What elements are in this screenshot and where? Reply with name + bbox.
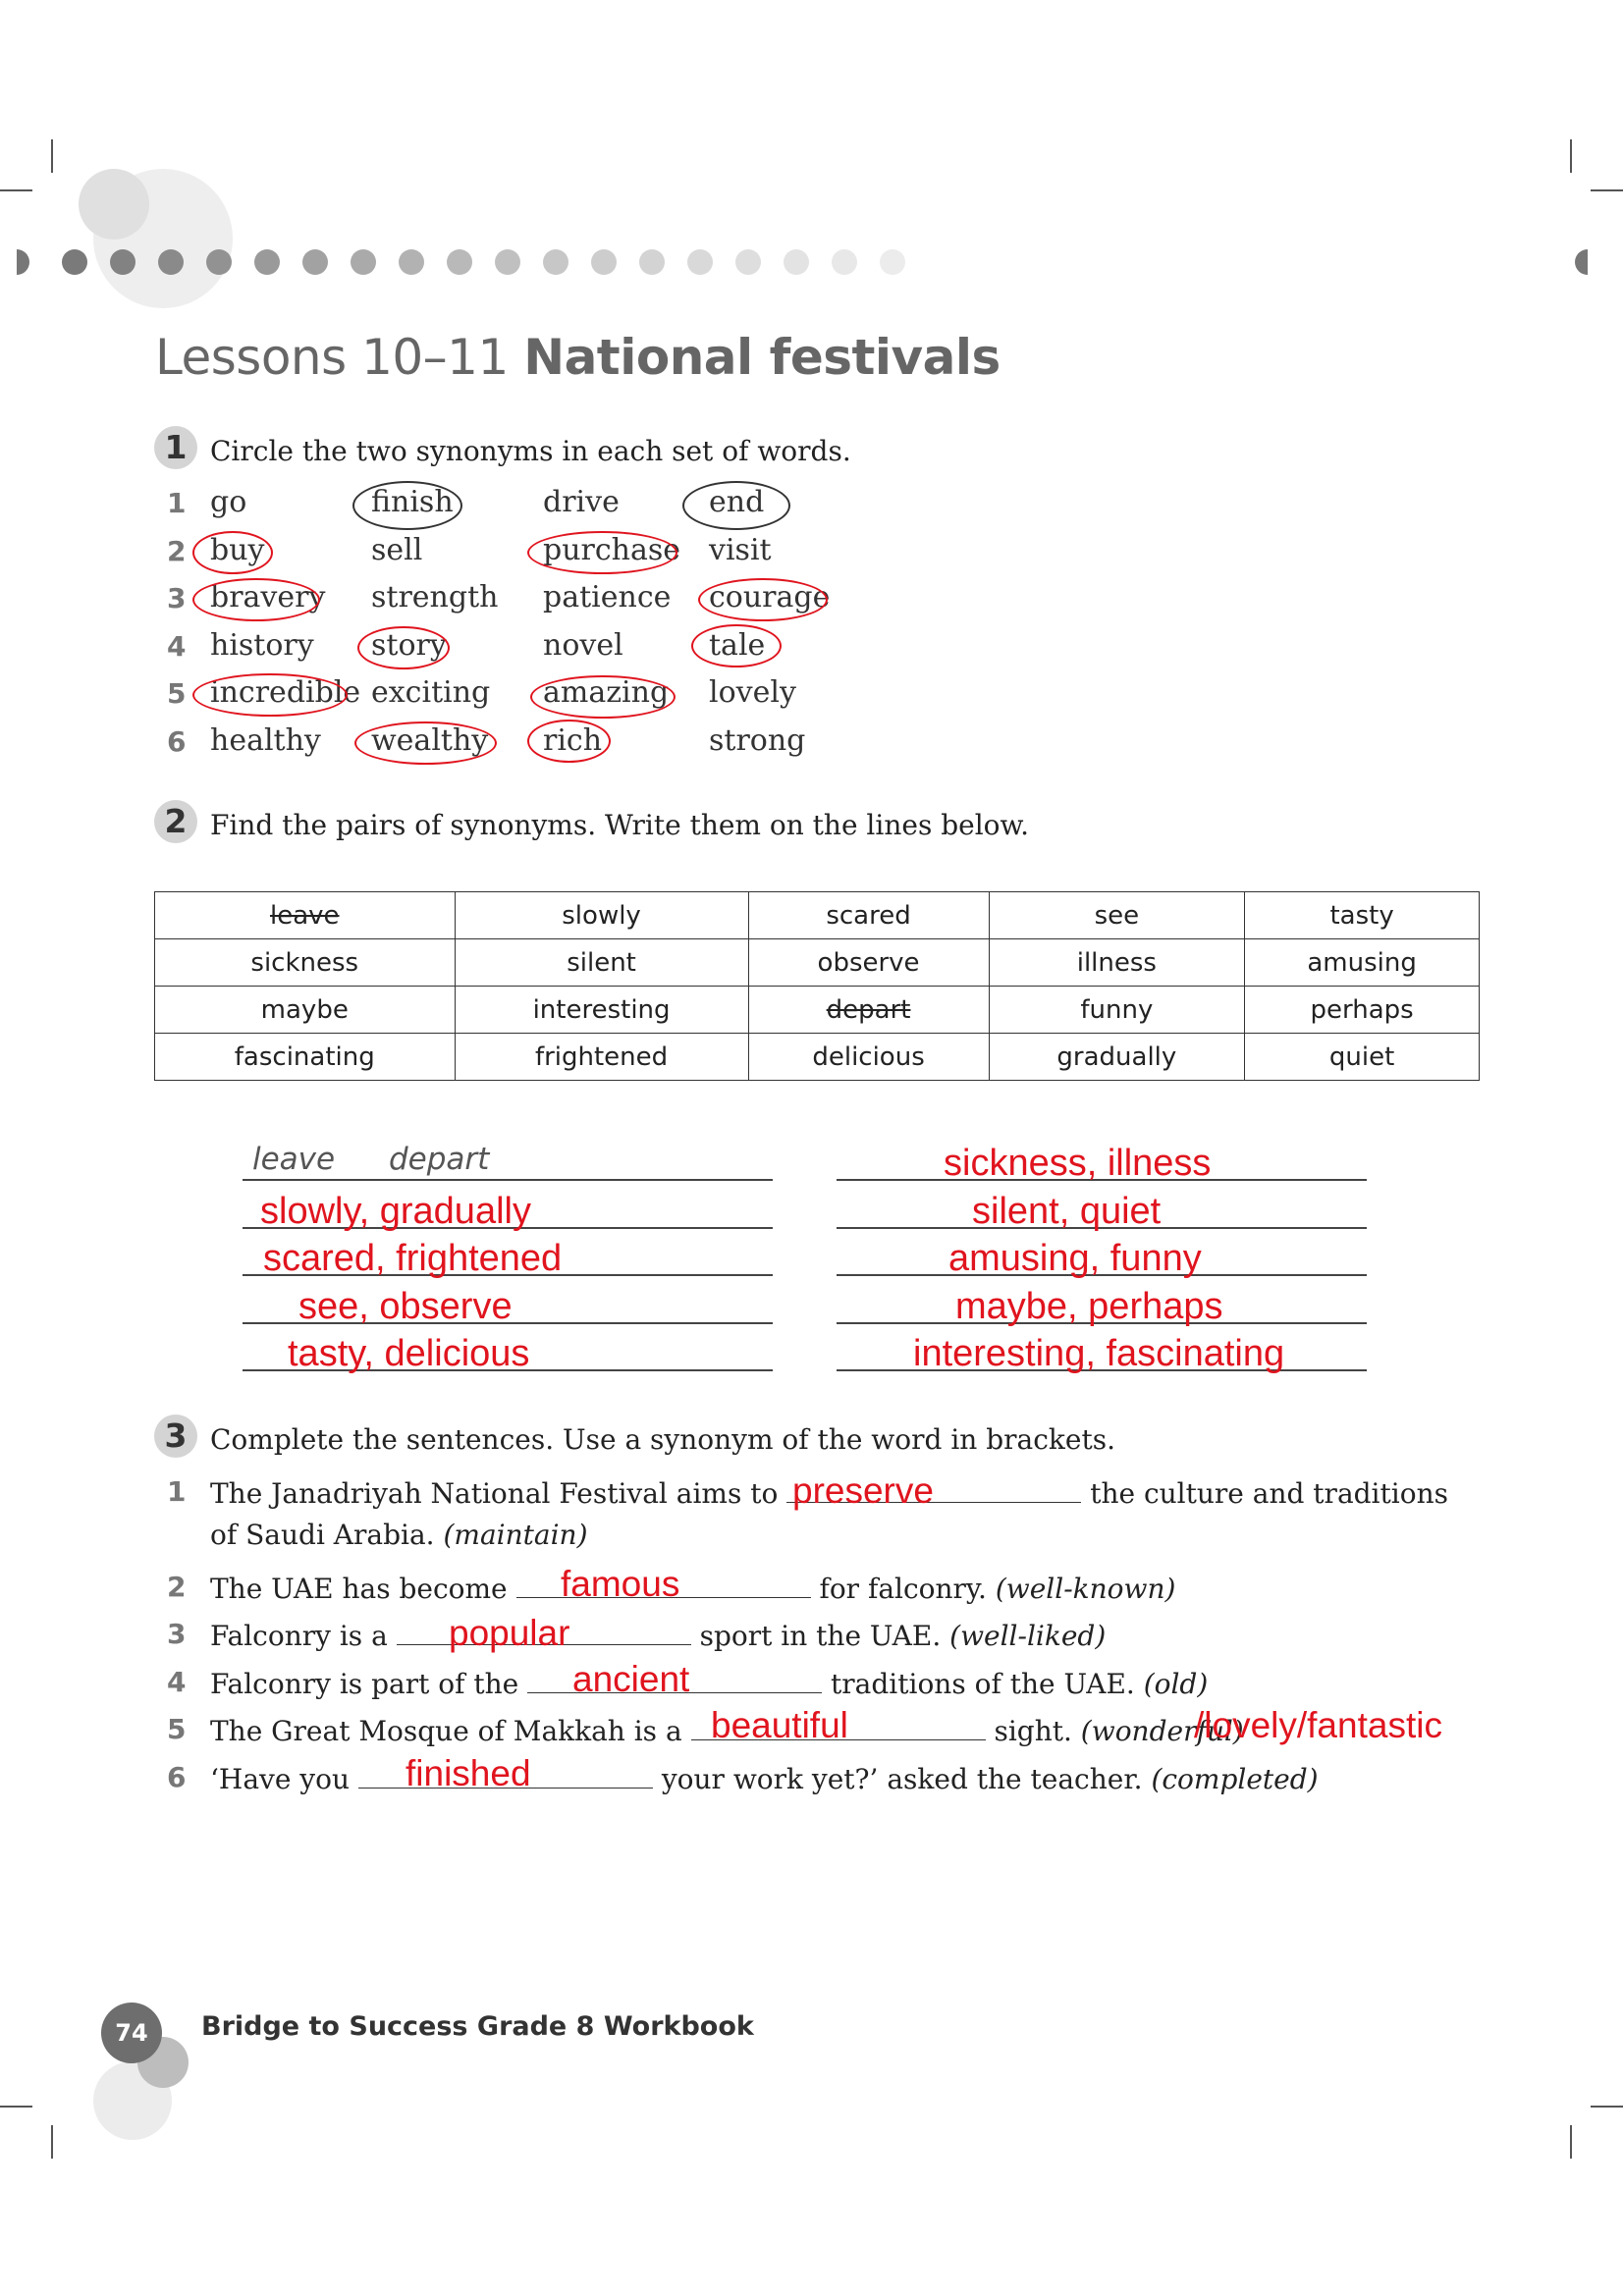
word: incredible [210, 675, 361, 710]
answer-circle [698, 578, 831, 621]
exercise-number: 3 [154, 1415, 197, 1458]
hint: (maintain) [443, 1519, 588, 1551]
filled-answer: preserve [792, 1470, 934, 1511]
answer-circle [691, 624, 782, 667]
sentence [210, 1570, 1175, 1605]
table-row [155, 987, 1480, 1034]
answer-circle [192, 578, 320, 621]
table-cell: amusing [1245, 939, 1480, 987]
sentence [210, 1617, 1106, 1652]
row-number: 2 [167, 1571, 187, 1603]
table-row [155, 1034, 1480, 1081]
hint: (well-liked) [949, 1620, 1107, 1652]
answer-text: see, observe [298, 1286, 513, 1327]
word: strength [371, 580, 499, 614]
table-cell: leave [155, 892, 456, 939]
filled-answer: popular [449, 1613, 570, 1653]
table-cell: see [989, 892, 1245, 939]
exercise-instruction: Circle the two synonyms in each set of words. [210, 435, 851, 467]
sentence-continuation [210, 1519, 588, 1551]
table-cell: slowly [455, 892, 748, 939]
sentence-after: sight. [994, 1715, 1072, 1747]
exercise-instruction: Complete the sentences. Use a synonym of the word in brackets. [210, 1423, 1115, 1456]
word: story [371, 628, 447, 663]
word: buy [210, 533, 265, 567]
alternative-answers: /lovely/fantastic [1194, 1705, 1442, 1745]
sentence-before: The UAE has become [210, 1573, 508, 1605]
word: amazing [543, 675, 670, 710]
answer-text: silent, quiet [972, 1191, 1162, 1232]
answer-text: maybe, perhaps [955, 1286, 1223, 1327]
hint: (wonderful) [1080, 1715, 1244, 1747]
answer-circle [192, 673, 348, 717]
lessons-label: Lessons 10–11 [155, 329, 509, 386]
word: strong [709, 723, 806, 758]
page-title [155, 329, 1001, 386]
table-row [155, 939, 1480, 987]
exercise-number: 2 [154, 800, 197, 843]
word: exciting [371, 675, 491, 710]
sentence-after: your work yet?’ asked the teacher. [661, 1763, 1143, 1795]
filled-answer: famous [561, 1564, 680, 1604]
row-number: 6 [167, 725, 187, 758]
word: history [210, 628, 314, 663]
synonym-table [154, 891, 1480, 1081]
answer-text: interesting, fascinating [913, 1333, 1285, 1374]
table-cell: silent [455, 939, 748, 987]
word: purchase [543, 533, 681, 567]
word: drive [543, 485, 620, 519]
sentence-before: The Janadriyah National Festival aims to [210, 1477, 779, 1510]
answer-text: tasty, delicious [288, 1333, 530, 1374]
word: end [709, 485, 765, 519]
sentence [210, 1760, 1319, 1795]
page-number: 74 [101, 2002, 162, 2063]
answer-circle [530, 675, 676, 719]
sentence-after: traditions of the UAE. [831, 1668, 1135, 1700]
word: go [210, 485, 247, 519]
row-number: 5 [167, 677, 187, 710]
decorative-dot-row [0, 0, 1623, 294]
exercise-number: 1 [154, 426, 197, 469]
answer-circle [527, 720, 611, 763]
row-number: 3 [167, 582, 187, 614]
sentence-before: Falconry is part of the [210, 1668, 519, 1700]
sentence-after: sport in the UAE. [699, 1620, 942, 1652]
sentence-after: for falconry. [819, 1573, 987, 1605]
row-number: 5 [167, 1713, 187, 1745]
table-cell: delicious [748, 1034, 989, 1081]
filled-answer: beautiful [711, 1705, 848, 1745]
example-word: depart [389, 1142, 490, 1177]
table-cell: tasty [1245, 892, 1480, 939]
row-number: 4 [167, 630, 187, 663]
word: finish [371, 485, 454, 519]
answer-text: slowly, gradually [260, 1191, 531, 1232]
word: novel [543, 628, 623, 663]
answer-text: sickness, illness [944, 1143, 1212, 1184]
book-title: Bridge to Success Grade 8 Workbook [201, 2011, 754, 2042]
answer-line [243, 1179, 773, 1181]
table-cell: frightened [455, 1034, 748, 1081]
answer-circle [527, 531, 677, 574]
word: sell [371, 533, 423, 567]
table-cell: observe [748, 939, 989, 987]
crop-mark [1570, 2125, 1572, 2159]
answer-circle [357, 626, 450, 669]
word: tale [709, 628, 766, 663]
answer-text: scared, frightened [263, 1238, 563, 1279]
answer-circle [354, 721, 497, 765]
table-row [155, 892, 1480, 939]
word: bravery [210, 580, 326, 614]
row-number: 3 [167, 1618, 187, 1650]
table-cell: funny [989, 987, 1245, 1034]
filled-answer: finished [406, 1753, 531, 1793]
filled-answer: ancient [572, 1659, 690, 1699]
sentence-before: Falconry is a [210, 1620, 388, 1652]
table-cell: depart [748, 987, 989, 1034]
word: visit [709, 533, 772, 567]
word: courage [709, 580, 831, 614]
word: healthy [210, 723, 321, 758]
sentence-line2: of Saudi Arabia. [210, 1519, 435, 1551]
table-cell: maybe [155, 987, 456, 1034]
crop-mark [0, 2106, 32, 2108]
sentence [210, 1665, 1208, 1700]
table-cell: quiet [1245, 1034, 1480, 1081]
word: lovely [709, 675, 796, 710]
table-cell: gradually [989, 1034, 1245, 1081]
hint: (well-known) [995, 1573, 1176, 1605]
table-cell: perhaps [1245, 987, 1480, 1034]
hint: (old) [1143, 1668, 1209, 1700]
table-cell: sickness [155, 939, 456, 987]
example-circle [352, 481, 462, 530]
row-number: 1 [167, 1475, 187, 1508]
topic-label: National festivals [523, 329, 1001, 386]
table-cell: interesting [455, 987, 748, 1034]
example-word: leave [252, 1142, 336, 1177]
crop-mark [51, 2125, 53, 2159]
row-number: 6 [167, 1761, 187, 1793]
example-circle [682, 481, 790, 530]
answer-circle [192, 531, 273, 574]
answer-text: amusing, funny [948, 1238, 1202, 1279]
sentence-after: the culture and traditions [1090, 1477, 1448, 1510]
exercise-instruction: Find the pairs of synonyms. Write them on the lines below. [210, 809, 1030, 841]
row-number: 2 [167, 535, 187, 567]
table-cell: illness [989, 939, 1245, 987]
sentence-before: ‘Have you [210, 1763, 351, 1795]
table-cell: fascinating [155, 1034, 456, 1081]
word: rich [543, 723, 603, 758]
crop-mark [1591, 2106, 1623, 2108]
sentence-before: The Great Mosque of Makkah is a [210, 1715, 682, 1747]
word: patience [543, 580, 672, 614]
hint: (completed) [1151, 1763, 1319, 1795]
table-cell: scared [748, 892, 989, 939]
row-number: 4 [167, 1666, 187, 1698]
word: wealthy [371, 723, 489, 758]
row-number: 1 [167, 487, 187, 519]
